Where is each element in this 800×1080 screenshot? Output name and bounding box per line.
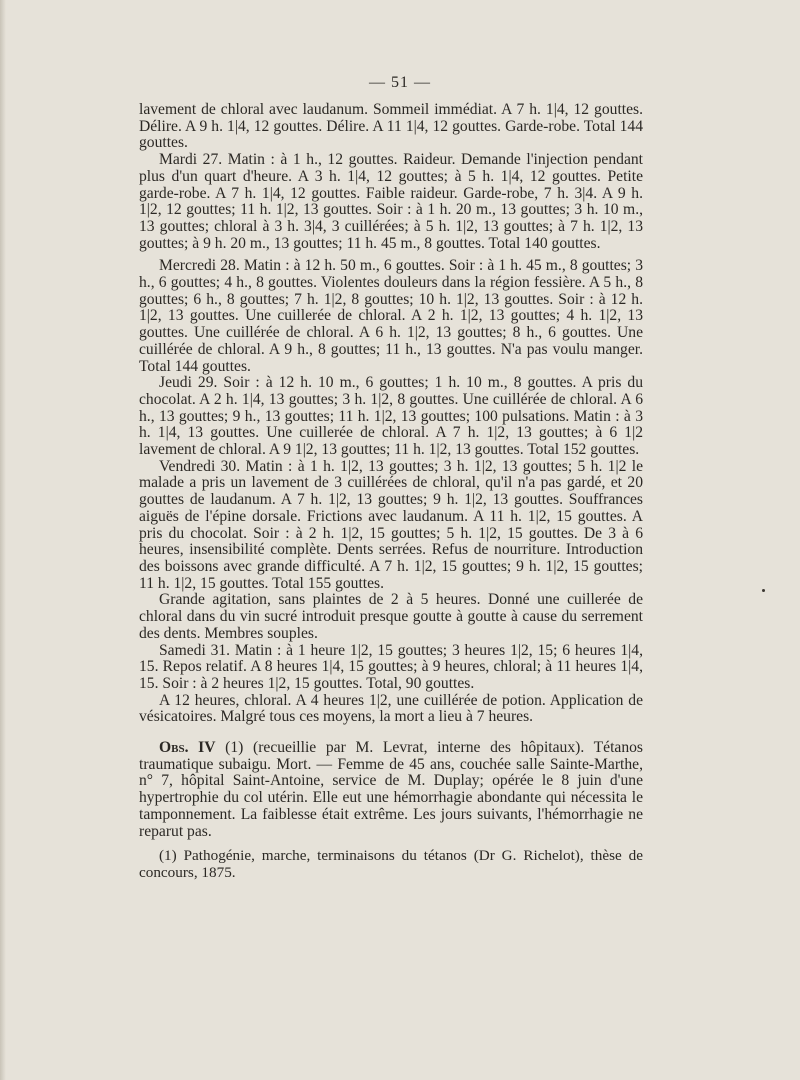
footnote: (1) Pathogénie, marche, terminaisons du tétanos (Dr G. Richelot), thèse de concours, 1875. <box>139 847 643 881</box>
margin-ink-dot <box>762 589 765 592</box>
paragraph-samedi-31: Samedi 31. Matin : à 1 heure 1|2, 15 gouttes; 3 heures 1|2, 15; 6 heures 1|4, 15. Repos relatif. A 8 heures 1|4, 15 gouttes; à 9 heures, chloral; à 11 heures 1|4, 15. Soir : à 2 heures 1|2, 15 gouttes. Total, 90 gouttes. <box>139 641 643 692</box>
paragraph-chloral-potion: A 12 heures, chloral. A 4 heures 1|2, une cuillérée de potion. Application de vésicatoires. Malgré tous ces moyens, la mort a lieu à 7 heures. <box>139 691 643 726</box>
observation-text: (1) (recueillie par M. Levrat, interne des hôpitaux). Tétanos traumatique subaigu. Mort. — Femme de 45 ans, couchée salle Sainte-Marthe, n° 7, hôpital Saint-Antoine, service de M. Duplay; opérée le 8 juin d'une hypertrophie du col utérin. Elle eut une hémorrhagie abondante qui nécessita le tamponnement. La faiblesse était extrême. Les jours suivants, l'hémorrhagie ne reparut pas. <box>139 739 643 840</box>
page-spine-shadow <box>0 0 6 1080</box>
body-text <box>139 102 643 840</box>
observation-paragraph <box>139 740 643 840</box>
paragraph-mercredi-28: Mercredi 28. Matin : à 12 h. 50 m., 6 gouttes. Soir : à 1 h. 45 m., 8 gouttes; 3 h., 6 gouttes; 4 h., 8 gouttes. Violentes douleurs dans la région fessière. A 5 h., 8 gouttes; 6 h., 8 gouttes; 7 h. 1|2, 8 gouttes; 10 h. 1|2, 13 gouttes. Soir : à 12 h. 1|2, 13 gouttes. Une cuillerée de chloral. A 2 h. 1|2, 13 gouttes; 4 h. 1|2, 13 gouttes. Une cuillérée de chloral. A 6 h. 1|2, 13 gouttes; 8 h., 6 gouttes. Une cuillérée de chloral. A 9 h., 8 gouttes; 11 h., 13 gouttes. N'a pas voulu manger. Total 144 gouttes. <box>139 257 643 375</box>
paragraph-continuation: lavement de chloral avec laudanum. Sommeil immédiat. A 7 h. 1|4, 12 gouttes. Délire. A 9 h. 1|4, 12 gouttes. Délire. A 11 1|4, 12 gouttes. Garde-robe. Total 144 gouttes. <box>139 101 643 152</box>
paragraph-grande-agitation: Grande agitation, sans plaintes de 2 à 5 heures. Donné une cuillerée de chloral dans du vin sucré introduit presque goutte à goutte à cause du serrement des dents. Membres souples. <box>139 591 643 642</box>
paragraph-jeudi-29: Jeudi 29. Soir : à 12 h. 10 m., 6 gouttes; 1 h. 10 m., 8 gouttes. A pris du chocolat. A 2 h. 1|4, 13 gouttes; 3 h. 1|2, 8 gouttes. Une cuillérée de chloral. A 6 h., 13 gouttes; 9 h., 13 gouttes; 11 h. 1|2, 13 gouttes; 100 pulsations. Matin : à 3 h. 1|4, 13 gouttes. Une cuillerée de chloral. A 7 h. 1|2, 13 gouttes; à 6 1|2 lavement de chloral. A 9 1|2, 13 gouttes; 11 h. 1|2, 13 gouttes. Total 152 gouttes. <box>139 374 643 459</box>
observation-label: Obs. IV <box>159 739 216 757</box>
paragraph-mardi-27: Mardi 27. Matin : à 1 h., 12 gouttes. Raideur. Demande l'injection pendant plus d'un quart d'heure. A 3 h. 1|4, 12 gouttes; à 5 h. 1|4, 12 gouttes. Petite garde-robe. A 7 h. 1|4, 12 gouttes. Faible raideur. Garde-robe, 7 h. 3|4. A 9 h. 1|2, 12 gouttes; 11 h. 1|2, 13 gouttes. Soir : à 1 h. 20 m., 13 gouttes; 3 h. 10 m., 13 gouttes; chloral à 3 h. 3|4, 3 cuillérées; à 5 h. 1|2, 13 gouttes; à 7 h. 1|2, 13 gouttes; à 9 h. 20 m., 13 gouttes; 11 h. 45 m., 8 gouttes. Total 140 gouttes. <box>139 151 643 252</box>
page-number: — 51 — <box>369 74 431 91</box>
paragraph-vendredi-30: Vendredi 30. Matin : à 1 h. 1|2, 13 gouttes; 3 h. 1|2, 13 gouttes; 5 h. 1|2 le malade a pris un lavement de 3 cuillérées de chloral, qu'il n'a pas gardé, et 20 gouttes de laudanum. A 7 h. 1|2, 13 gouttes; 9 h. 1|2, 13 gouttes. Souffrances aiguës de l'épine dorsale. Frictions avec laudanum. A 11 h. 1|2, 15 gouttes. A pris du chocolat. Soir : à 2 h. 1|2, 15 gouttes; 5 h. 1|2, 15 gouttes. De 3 à 6 heures, insensibilité complète. Dents serrées. Refus de nourriture. Introduction des boissons avec grande difficulté. A 7 h. 1|2, 15 gouttes; 9 h. 1|2, 15 gouttes; 11 h. 1|2, 15 gouttes. Total 155 gouttes. <box>139 457 643 592</box>
